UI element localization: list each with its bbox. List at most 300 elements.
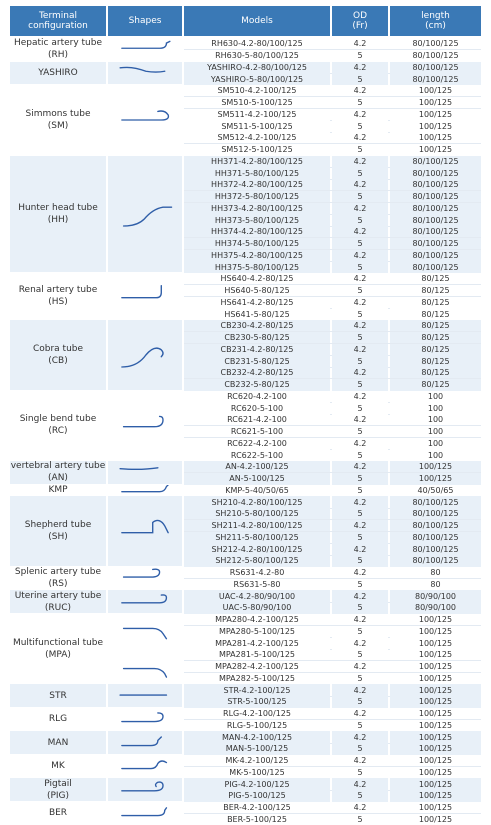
length-cell: 100: [390, 438, 481, 450]
od-cell: 4.2: [332, 391, 388, 403]
length-cell: 80/100/125: [390, 261, 481, 273]
model-cell: SH211-4.2-80/100/125: [184, 520, 330, 532]
od-cell: 5: [332, 579, 388, 591]
length-cell: 80/90/100: [390, 590, 481, 602]
model-cell: HH374-5-80/100/125: [184, 238, 330, 250]
length-cell: 80/125: [390, 320, 481, 332]
od-cell: 4.2: [332, 590, 388, 602]
config-code: (SM): [26, 120, 91, 132]
model-cell: RC622-5-100: [184, 449, 330, 461]
shape-cell: [108, 461, 182, 484]
od-cell: 5: [332, 814, 388, 825]
model-cell: BER-5-100/125: [184, 814, 330, 825]
config-cell: [10, 802, 106, 825]
config-name: Single bend tube: [20, 413, 97, 425]
model-cell: SM510-4.2-100/125: [184, 85, 330, 97]
rlg-catheter-icon: [115, 708, 175, 731]
length-cell: 80/100/125: [390, 238, 481, 250]
config-name: YASHIRO: [38, 67, 77, 79]
model-cell: RC621-4.2-100: [184, 414, 330, 426]
header-length-line1: length: [421, 11, 450, 21]
shape-cell: [108, 273, 182, 319]
od-cell: 4.2: [332, 684, 388, 696]
model-cell: RLG-4.2-100/125: [184, 708, 330, 720]
config-cell: [10, 273, 106, 319]
length-cell: 100/125: [390, 649, 481, 661]
od-cell: 5: [332, 767, 388, 779]
length-cell: 80/90/100: [390, 602, 481, 614]
od-cell: 5: [332, 73, 388, 85]
hh-catheter-icon: [115, 194, 175, 234]
shape-cell: [108, 614, 182, 660]
shape-cell: [108, 485, 182, 496]
man-catheter-icon: [115, 731, 175, 754]
od-cell: 5: [332, 426, 388, 438]
config-cell: [10, 778, 106, 801]
model-cell: CB232-5-80/125: [184, 379, 330, 391]
header-shapes: [108, 6, 182, 36]
shape-cell: [108, 320, 182, 390]
length-cell: 100/125: [390, 790, 481, 802]
shape-cell: [108, 802, 182, 825]
length-cell: 100/125: [390, 626, 481, 638]
length-cell: 80/125: [390, 355, 481, 367]
header-models-label: Models: [241, 16, 273, 26]
length-cell: 100/125: [390, 778, 481, 790]
model-cell: MK-4.2-100/125: [184, 755, 330, 767]
model-cell: CB232-4.2-80/125: [184, 367, 330, 379]
od-cell: 4.2: [332, 85, 388, 97]
length-cell: 80/100/125: [390, 62, 481, 74]
length-cell: 100/125: [390, 802, 481, 814]
model-cell: MPA280-4.2-100/125: [184, 614, 330, 626]
config-name: Hepatic artery tube: [14, 38, 102, 49]
od-cell: 4.2: [332, 614, 388, 626]
config-name: Pigtail: [44, 778, 72, 789]
length-cell: 80/100/125: [390, 532, 481, 544]
length-cell: 80/100/125: [390, 203, 481, 215]
config-cell: [10, 684, 106, 707]
length-cell: 100/125: [390, 85, 481, 97]
config-cell: [10, 496, 106, 566]
config-name: Uterine artery tube: [15, 590, 102, 601]
ruc-catheter-icon: [115, 590, 175, 613]
length-cell: 80/100/125: [390, 156, 481, 168]
cb-catheter-icon: [115, 335, 175, 375]
od-cell: 4.2: [332, 414, 388, 426]
shape-cell: [108, 731, 182, 754]
length-cell: 100/125: [390, 696, 481, 708]
model-cell: HH375-4.2-80/100/125: [184, 250, 330, 262]
config-code: (RC): [20, 425, 97, 437]
od-cell: 4.2: [332, 297, 388, 309]
od-cell: 5: [332, 50, 388, 62]
model-cell: KMP-5-40/50/65: [184, 485, 330, 497]
od-cell: 4.2: [332, 661, 388, 673]
model-cell: SH210-4.2-80/100/125: [184, 496, 330, 508]
model-cell: AN-4.2-100/125: [184, 461, 330, 473]
header-od-line1: OD: [352, 11, 367, 21]
rs-catheter-icon: [115, 567, 175, 590]
length-cell: 40/50/65: [390, 485, 481, 497]
model-cell: HH374-4.2-80/100/125: [184, 226, 330, 238]
od-cell: 4.2: [332, 62, 388, 74]
config-code: (HH): [18, 214, 98, 226]
config-name: MK: [51, 760, 65, 772]
length-cell: 80/100/125: [390, 167, 481, 179]
length-cell: 80/125: [390, 273, 481, 285]
config-name: Shepherd tube: [25, 519, 92, 531]
header-length: [390, 6, 481, 36]
model-cell: MAN-4.2-100/125: [184, 731, 330, 743]
model-cell: PIG-5-100/125: [184, 790, 330, 802]
model-cell: YASHIRO-4.2-80/100/125: [184, 62, 330, 74]
config-cell: [10, 38, 106, 61]
model-cell: RS631-5-80: [184, 579, 330, 591]
header-terminal-configuration: [10, 6, 106, 36]
model-cell: HH375-5-80/100/125: [184, 261, 330, 273]
mk-catheter-icon: [115, 755, 175, 778]
config-cell: [10, 461, 106, 484]
od-cell: 5: [332, 485, 388, 497]
length-cell: 100/125: [390, 144, 481, 156]
od-cell: 4.2: [332, 708, 388, 720]
config-name: Cobra tube: [33, 343, 83, 355]
length-cell: 100: [390, 426, 481, 438]
od-cell: 4.2: [332, 250, 388, 262]
od-cell: 5: [332, 191, 388, 203]
od-cell: 5: [332, 355, 388, 367]
mpa2-catheter-icon: [115, 661, 175, 684]
length-cell: 100/125: [390, 720, 481, 732]
config-cell: [10, 567, 106, 590]
od-cell: 5: [332, 308, 388, 320]
mpa-catheter-icon: [115, 617, 175, 657]
length-cell: 100/125: [390, 814, 481, 825]
length-cell: 100/125: [390, 109, 481, 121]
od-cell: 5: [332, 508, 388, 520]
config-code: (AN): [11, 472, 106, 483]
ber-catheter-icon: [115, 802, 175, 825]
od-cell: 5: [332, 214, 388, 226]
length-cell: 80/125: [390, 367, 481, 379]
model-cell: UAC-5-80/90/100: [184, 602, 330, 614]
shape-cell: [108, 661, 182, 684]
model-cell: SH212-5-80/100/125: [184, 555, 330, 567]
model-cell: RH630-4.2-80/100/125: [184, 38, 330, 50]
length-cell: 100: [390, 414, 481, 426]
length-cell: 100/125: [390, 473, 481, 485]
length-cell: 100/125: [390, 120, 481, 132]
model-cell: AN-5-100/125: [184, 473, 330, 485]
shape-cell: [108, 85, 182, 155]
header-od: [332, 6, 388, 36]
od-cell: 4.2: [332, 38, 388, 50]
length-cell: 100/125: [390, 673, 481, 685]
config-code: (SH): [25, 531, 92, 543]
model-cell: SM510-5-100/125: [184, 97, 330, 109]
model-cell: RC620-4.2-100: [184, 391, 330, 403]
od-cell: 5: [332, 402, 388, 414]
model-cell: HS640-4.2-80/125: [184, 273, 330, 285]
od-cell: 5: [332, 555, 388, 567]
model-cell: RS631-4.2-80: [184, 567, 330, 579]
od-cell: 4.2: [332, 496, 388, 508]
model-cell: SM511-4.2-100/125: [184, 109, 330, 121]
config-name: Simmons tube: [26, 108, 91, 120]
config-cell: [10, 62, 106, 85]
length-cell: 80/100/125: [390, 179, 481, 191]
length-cell: 100/125: [390, 767, 481, 779]
od-cell: 4.2: [332, 438, 388, 450]
shape-cell: [108, 778, 182, 801]
length-cell: 80/100/125: [390, 250, 481, 262]
shape-cell: [108, 38, 182, 61]
config-name: Multifunctional tube: [13, 637, 103, 649]
model-cell: SM511-5-100/125: [184, 120, 330, 132]
od-cell: 5: [332, 449, 388, 461]
length-cell: 100/125: [390, 755, 481, 767]
model-cell: RC620-5-100: [184, 402, 330, 414]
config-code: (PIG): [44, 790, 72, 801]
length-cell: 80/125: [390, 297, 481, 309]
length-cell: 100/125: [390, 684, 481, 696]
header-terminal-line1: Terminal: [28, 11, 88, 21]
model-cell: YASHIRO-5-80/100/125: [184, 73, 330, 85]
od-cell: 4.2: [332, 802, 388, 814]
sm-catheter-icon: [115, 100, 175, 140]
length-cell: 80/100/125: [390, 214, 481, 226]
config-name: Hunter head tube: [18, 202, 98, 214]
od-cell: 5: [332, 720, 388, 732]
rc-catheter-icon: [115, 405, 175, 445]
od-cell: 4.2: [332, 755, 388, 767]
model-cell: HH372-5-80/100/125: [184, 191, 330, 203]
shape-cell: [108, 156, 182, 273]
model-cell: UAC-4.2-80/90/100: [184, 590, 330, 602]
od-cell: 4.2: [332, 320, 388, 332]
length-cell: 100/125: [390, 708, 481, 720]
sh-catheter-icon: [115, 511, 175, 551]
model-cell: STR-4.2-100/125: [184, 684, 330, 696]
od-cell: 4.2: [332, 109, 388, 121]
config-name: KMP: [48, 485, 67, 496]
od-cell: 5: [332, 696, 388, 708]
header-shapes-label: Shapes: [129, 16, 162, 26]
model-cell: MPA282-5-100/125: [184, 673, 330, 685]
shape-cell: [108, 391, 182, 461]
config-name: Splenic artery tube: [15, 567, 101, 578]
shape-cell: [108, 590, 182, 613]
od-cell: 5: [332, 626, 388, 638]
od-cell: 5: [332, 379, 388, 391]
config-cell: [10, 391, 106, 461]
model-cell: SM512-4.2-100/125: [184, 132, 330, 144]
od-cell: 4.2: [332, 132, 388, 144]
length-cell: 80: [390, 579, 481, 591]
shape-cell: [108, 62, 182, 85]
od-cell: 5: [332, 602, 388, 614]
length-cell: 80/100/125: [390, 520, 481, 532]
length-cell: 100: [390, 402, 481, 414]
od-cell: 4.2: [332, 344, 388, 356]
shape-cell: [108, 496, 182, 566]
model-cell: MPA282-4.2-100/125: [184, 661, 330, 673]
config-cell: [10, 731, 106, 754]
model-cell: SH210-5-80/100/125: [184, 508, 330, 520]
model-cell: MPA281-5-100/125: [184, 649, 330, 661]
length-cell: 100/125: [390, 743, 481, 755]
od-cell: 5: [332, 167, 388, 179]
length-cell: 100/125: [390, 97, 481, 109]
model-cell: CB230-5-80/125: [184, 332, 330, 344]
config-cell: [10, 320, 106, 390]
config-name: vertebral artery tube: [11, 461, 106, 472]
model-cell: RC622-4.2-100: [184, 438, 330, 450]
od-cell: 4.2: [332, 520, 388, 532]
model-cell: HH371-5-80/100/125: [184, 167, 330, 179]
model-cell: CB230-4.2-80/125: [184, 320, 330, 332]
str-catheter-icon: [115, 684, 175, 707]
model-cell: RLG-5-100/125: [184, 720, 330, 732]
length-cell: 100/125: [390, 132, 481, 144]
model-cell: SH211-5-80/100/125: [184, 532, 330, 544]
config-name: Renal artery tube: [19, 284, 98, 296]
config-code: (CB): [33, 355, 83, 367]
model-cell: MK-5-100/125: [184, 767, 330, 779]
length-cell: 80: [390, 567, 481, 579]
header-models: [184, 6, 330, 36]
yashiro-catheter-icon: [115, 62, 175, 85]
shape-cell: [108, 567, 182, 590]
od-cell: 4.2: [332, 156, 388, 168]
length-cell: 100/125: [390, 461, 481, 473]
shape-cell: [108, 755, 182, 778]
rh-catheter-icon: [115, 38, 175, 61]
od-cell: 4.2: [332, 778, 388, 790]
config-cell: [10, 614, 106, 684]
od-cell: 4.2: [332, 273, 388, 285]
od-cell: 5: [332, 285, 388, 297]
model-cell: BER-4.2-100/125: [184, 802, 330, 814]
an-catheter-icon: [115, 461, 175, 484]
model-cell: HH373-5-80/100/125: [184, 214, 330, 226]
model-cell: HH371-4.2-80/100/125: [184, 156, 330, 168]
length-cell: 100/125: [390, 661, 481, 673]
length-cell: 80/125: [390, 332, 481, 344]
length-cell: 80/100/125: [390, 555, 481, 567]
model-cell: HH372-4.2-80/100/125: [184, 179, 330, 191]
od-cell: 4.2: [332, 543, 388, 555]
od-cell: 5: [332, 332, 388, 344]
config-name: BER: [49, 807, 67, 819]
config-cell: [10, 708, 106, 731]
config-cell: [10, 85, 106, 155]
length-cell: 80/125: [390, 308, 481, 320]
length-cell: 80/100/125: [390, 543, 481, 555]
shape-cell: [108, 708, 182, 731]
model-cell: SH212-4.2-80/100/125: [184, 543, 330, 555]
od-cell: 4.2: [332, 567, 388, 579]
length-cell: 80/100/125: [390, 508, 481, 520]
od-cell: 5: [332, 238, 388, 250]
length-cell: 100: [390, 449, 481, 461]
od-cell: 4.2: [332, 637, 388, 649]
model-cell: STR-5-100/125: [184, 696, 330, 708]
od-cell: 5: [332, 120, 388, 132]
config-code: (HS): [19, 296, 98, 308]
model-cell: SM512-5-100/125: [184, 144, 330, 156]
config-cell: [10, 485, 106, 496]
model-cell: CB231-5-80/125: [184, 355, 330, 367]
od-cell: 4.2: [332, 203, 388, 215]
config-name: MAN: [48, 737, 69, 749]
header-length-line2: (cm): [421, 21, 450, 31]
length-cell: 80/100/125: [390, 73, 481, 85]
config-code: (RH): [14, 49, 102, 60]
length-cell: 100/125: [390, 614, 481, 626]
header-od-line2: (Fr): [352, 21, 367, 31]
length-cell: 80/100/125: [390, 226, 481, 238]
length-cell: 80/100/125: [390, 38, 481, 50]
od-cell: 5: [332, 144, 388, 156]
od-cell: 4.2: [332, 226, 388, 238]
length-cell: 80/125: [390, 344, 481, 356]
od-cell: 4.2: [332, 461, 388, 473]
od-cell: 4.2: [332, 731, 388, 743]
config-cell: [10, 156, 106, 273]
od-cell: 5: [332, 261, 388, 273]
od-cell: 5: [332, 97, 388, 109]
model-cell: RH630-5-80/100/125: [184, 50, 330, 62]
config-cell: [10, 590, 106, 613]
model-cell: HS641-5-80/125: [184, 308, 330, 320]
length-cell: 80/100/125: [390, 191, 481, 203]
length-cell: 80/100/125: [390, 50, 481, 62]
od-cell: 5: [332, 649, 388, 661]
od-cell: 5: [332, 473, 388, 485]
od-cell: 5: [332, 673, 388, 685]
model-cell: CB231-4.2-80/125: [184, 344, 330, 356]
pig-catheter-icon: [115, 778, 175, 801]
model-cell: PIG-4.2-100/125: [184, 778, 330, 790]
config-cell: [10, 755, 106, 778]
od-cell: 5: [332, 532, 388, 544]
config-code: (RS): [15, 578, 101, 589]
model-cell: RC621-5-100: [184, 426, 330, 438]
od-cell: 5: [332, 790, 388, 802]
od-cell: 4.2: [332, 179, 388, 191]
config-code: (MPA): [13, 649, 103, 661]
model-cell: HS640-5-80/125: [184, 285, 330, 297]
kmp-catheter-icon: [115, 485, 175, 496]
model-cell: HS641-4.2-80/125: [184, 297, 330, 309]
od-cell: 5: [332, 743, 388, 755]
model-cell: HH373-4.2-80/100/125: [184, 203, 330, 215]
config-name: STR: [49, 690, 66, 702]
od-cell: 4.2: [332, 367, 388, 379]
model-cell: MAN-5-100/125: [184, 743, 330, 755]
config-name: RLG: [49, 713, 67, 725]
length-cell: 80/100/125: [390, 496, 481, 508]
shape-cell: [108, 684, 182, 707]
model-cell: MPA280-5-100/125: [184, 626, 330, 638]
header-terminal-line2: configuration: [28, 21, 88, 31]
length-cell: 100/125: [390, 637, 481, 649]
length-cell: 100: [390, 391, 481, 403]
hs-catheter-icon: [115, 276, 175, 316]
length-cell: 80/125: [390, 285, 481, 297]
